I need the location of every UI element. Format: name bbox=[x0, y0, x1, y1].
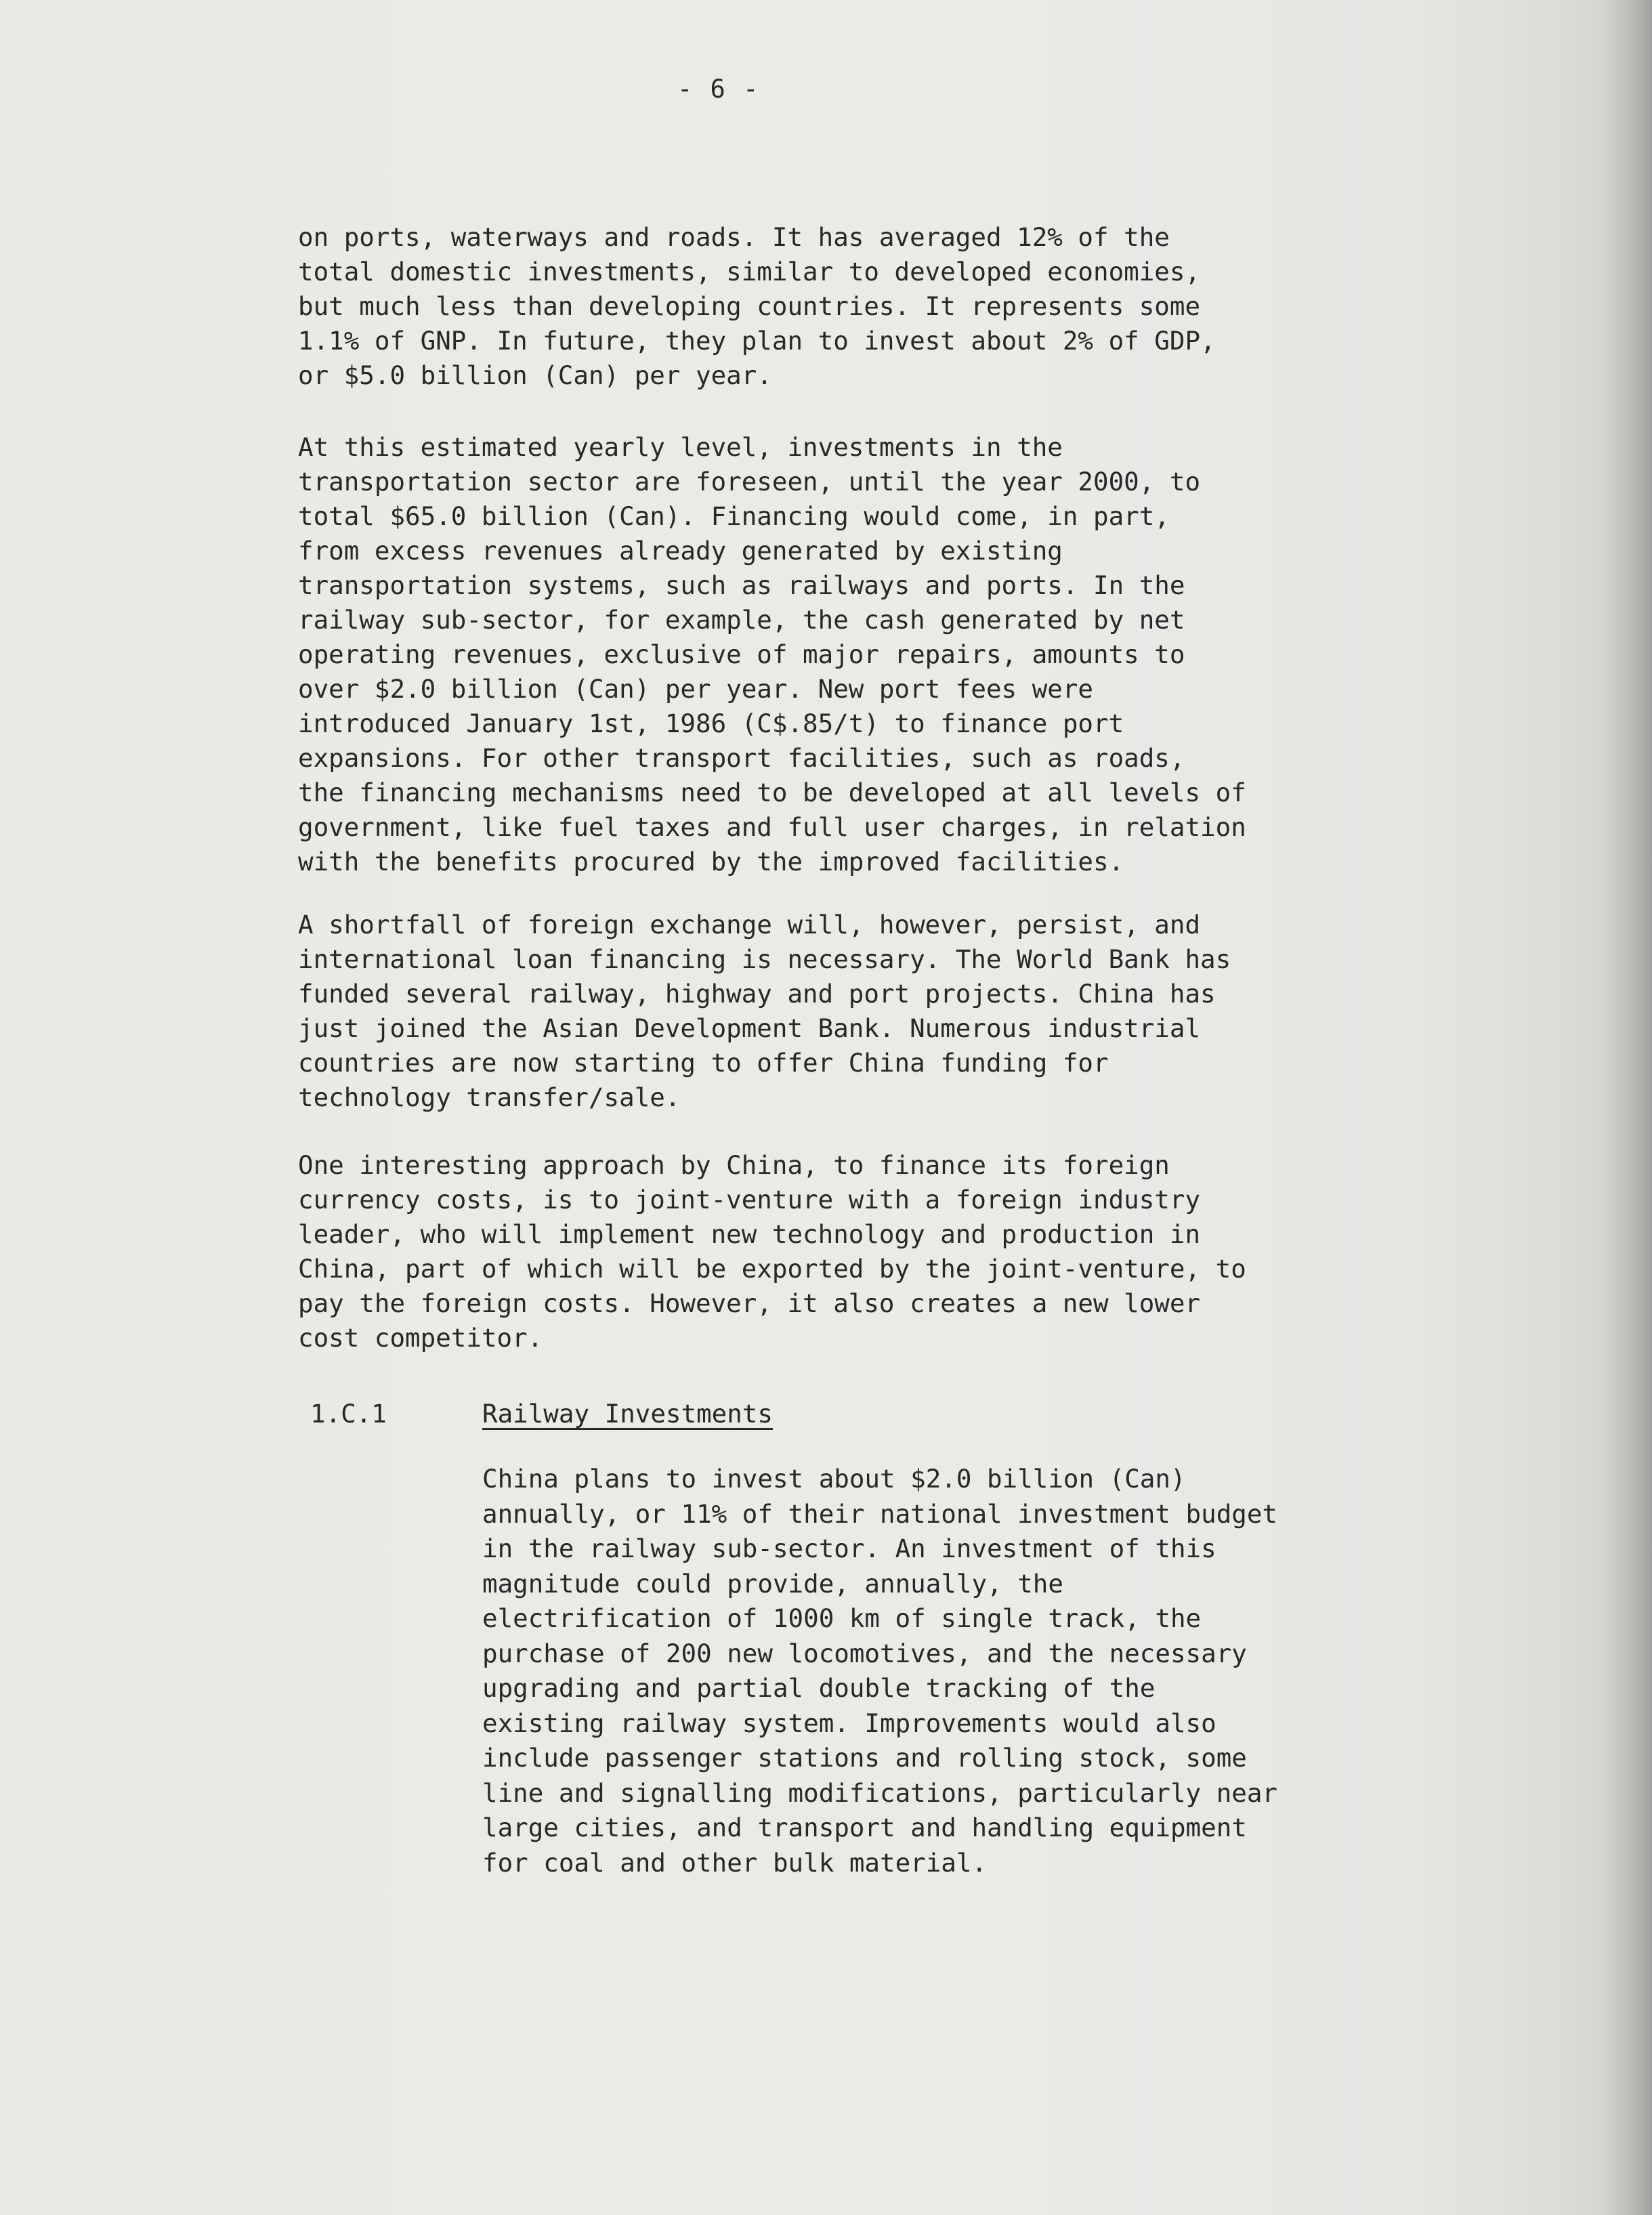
paragraph-joint-venture-approach: One interesting approach by China, to finance its foreign currency costs, is to joint-venture with a foreign industry leader, who will implement new technology and production in China, part of which will be exported by the joint-venture, to pay the foreign costs. However, it also creates a new lower cost competitor. bbox=[298, 1150, 1246, 1353]
page-edge-shadow bbox=[1605, 0, 1652, 2215]
paragraph-transport-investment-share: on ports, waterways and roads. It has averaged 12% of the total domestic investments, similar to developed economies, but much less than developing countries. It represents some 1.1% of GNP. In future, they plan to invest about 2% of GDP, or $5.0 billion (Can) per year. bbox=[298, 222, 1216, 390]
section-heading: Railway Investments bbox=[482, 1399, 773, 1429]
section-body-railway-investments: China plans to invest about $2.0 billion (Can) annually, or 11% of their national investment budget in the railway sub-sector. An investment of this magnitude could provide, annually, the electrification of 1000 km of single track, the purchase of 200 new locomotives, and the necessary upgrading and partial double tracking of the existing railway system. Improvements would also include passenger stations and rolling stock, some line and signalling modifications, particularly near large cities, and transport and handling equipment for coal and other bulk material. bbox=[482, 1464, 1277, 1878]
paragraph-investment-forecast-financing: At this estimated yearly level, investments in the transportation sector are foreseen, until the year 2000, to total $65.0 billion (Can). Financing would come, in part, from excess revenues already generated by existing transportation systems, such as railways and ports. In the railway sub-sector, for example, the cash generated by net operating revenues, exclusive of major repairs, amounts to over $2.0 billion (Can) per year. New port fees were introduced January 1st, 1986 (C$.85/t) to finance port expansions. For other transport facilities, such as roads, the financing mechanisms need to be developed at all levels of government, like fuel taxes and full user charges, in relation with the benefits procured by the improved facilities. bbox=[298, 432, 1246, 877]
section-number: 1.C.1 bbox=[310, 1399, 387, 1429]
page-number: - 6 - bbox=[677, 75, 760, 104]
paragraph-foreign-exchange-shortfall: A shortfall of foreign exchange will, however, persist, and international loan financing is necessary. The World Bank has funded several railway, highway and port projects. China has just joined the Asian Development Bank. Numerous industrial countries are now starting to offer China funding for technology transfer/sale. bbox=[298, 910, 1231, 1112]
